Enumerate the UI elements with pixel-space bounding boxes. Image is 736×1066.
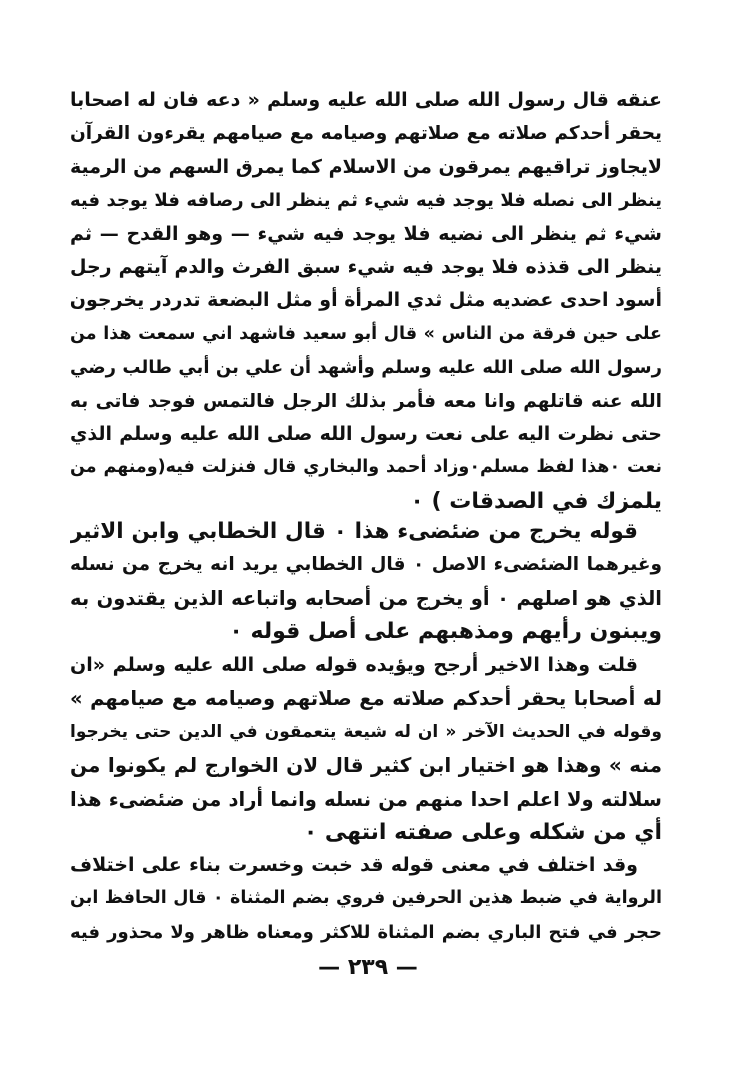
paragraph-author-opinion — [70, 649, 662, 849]
paragraph-hadith — [70, 84, 662, 518]
text-line: يحقر أحدكم صلاته مع صلاتهم وصيامه مع صيامهم يقرءون القرآن — [70, 123, 662, 145]
text-line: ينظر الى قذذه فلا يوجد فيه شيء سبق الفرث والدم آيتهم رجل — [70, 255, 662, 278]
text-line: أسود احدى عضديه مثل ثدي المرأة أو مثل البضعة تدردر يخرجون — [70, 289, 662, 312]
text-line: شيء ثم ينظر الى نضيه فلا يوجد فيه شيء — وهو القدح — ثم — [70, 222, 662, 245]
text-line: يلمزك في الصدقات ) ٠ — [410, 488, 662, 514]
text-line: لايجاوز تراقيهم يمرقون من الاسلام كما يمرق السهم من الرمية — [70, 155, 662, 178]
text-line: ينظر الى نصله فلا يوجد فيه شيء ثم ينظر الى رصافه فلا يوجد فيه — [70, 190, 662, 212]
paragraph-riwayah — [70, 849, 662, 949]
text-line: رسول الله صلى الله عليه وسلم وأشهد أن علي بن أبي طالب رضي — [70, 357, 662, 379]
text-line: منه » وهذا هو اختيار ابن كثير قال لان الخوارج لم يكونوا من — [70, 753, 662, 778]
text-line: الله عنه قاتلهم وانا معه فأمر بذلك الرجل فالتمس فوجد فاتى به — [70, 390, 662, 412]
page-number: — ٢٣٩ — — [318, 955, 418, 980]
text-line: سلالته ولا اعلم احدا منهم من نسله وانما أراد من ضئضىء هذا — [70, 787, 662, 811]
text-line: حتى نظرت اليه على نعت رسول الله صلى الله عليه وسلم الذي — [70, 422, 662, 445]
text-line: على حين فرقة من الناس » قال أبو سعيد فاشهد اني سمعت هذا من — [70, 323, 662, 344]
text-line: وغيرهما الضئضىء الاصل ٠ قال الخطابي يريد انه يخرج من نسله — [70, 554, 662, 576]
text-line: ويبنون رأيهم ومذهبهم على أصل قوله ٠ — [229, 619, 662, 645]
text-line: أي من شكله وعلى صفته انتهى ٠ — [303, 819, 662, 845]
text-line: قلت وهذا الاخير أرجح ويؤيده قوله صلى الله عليه وسلم «ان — [70, 654, 638, 676]
text-line: وقوله في الحديث الآخر « ان له شيعة يتعمقون في الدين حتى يخرجوا — [70, 721, 662, 742]
text-line: عنقه قال رسول الله صلى الله عليه وسلم « دعه فان له اصحابا — [70, 89, 662, 111]
text-line: قوله يخرج من ضئضىء هذا ٠ قال الخطابي وابن الاثير — [70, 519, 638, 544]
text-line: حجر في فتح الباري بضم المثناة للاكثر ومعناه ظاهر ولا محذور فيه — [70, 921, 662, 943]
text-line: له أصحابا يحقر أحدكم صلاته مع صلاتهم وصيامه مع صيامهم » — [70, 687, 662, 711]
text-line: الرواية في ضبط هذين الحرفين فروي بضم المثناة ٠ قال الحافظ ابن — [70, 888, 662, 909]
text-line: وقد اختلف في معنى قوله قد خبت وخسرت بناء على اختلاف — [70, 854, 638, 876]
paragraph-commentary — [70, 515, 662, 649]
text-line: نعت ٠هذا لفظ مسلم٠وزاد أحمد والبخاري قال فنزلت فيه(ومنهم من — [70, 457, 662, 478]
text-line: الذي هو اصلهم ٠ أو يخرج من أصحابه واتباعه الذين يقتدون به — [70, 586, 662, 610]
